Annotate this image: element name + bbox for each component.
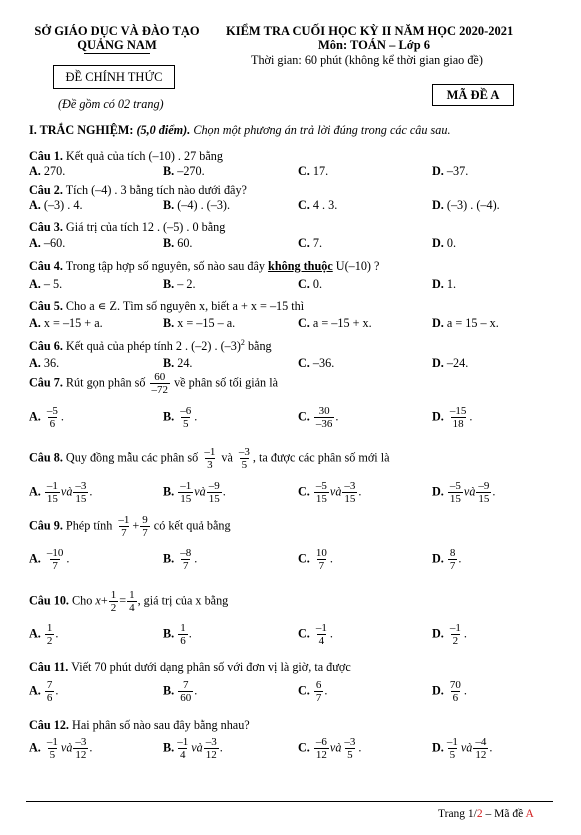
- section-points: (5,0 điểm).: [136, 123, 191, 137]
- question-5: Câu 5. Cho a ∊ Z. Tìm số nguyên x, biết a + x = –15 thì: [29, 299, 305, 313]
- q6-option-b[interactable]: B. 24.: [163, 356, 193, 370]
- dept-line-1: SỞ GIÁO DỤC VÀ ĐÀO TẠO: [34, 24, 200, 38]
- exam-code: MÃ ĐỀ A: [446, 88, 500, 102]
- q9-option-a[interactable]: A. $\frac{-10}{7}$ .: [29, 547, 70, 572]
- q12-option-b[interactable]: B. $\frac{-1}{4}$ và $\frac{-3}{12}$ .: [163, 736, 223, 761]
- pages-note: (Đề gồm có 02 trang): [58, 97, 164, 111]
- q3-option-d[interactable]: D. 0.: [432, 236, 457, 250]
- q2-option-d[interactable]: D. (–3) . (–4).: [432, 198, 500, 212]
- q6-option-d[interactable]: D. –24.: [432, 356, 469, 370]
- q12-option-d[interactable]: D. $\frac{-1}{5}$ và $\frac{-4}{12}$ .: [432, 736, 493, 761]
- q9-option-b[interactable]: B. $\frac{-8}{7}$ .: [163, 547, 198, 572]
- q5-option-d[interactable]: D. a = 15 – x.: [432, 316, 499, 330]
- q6-option-a[interactable]: A. 36.: [29, 356, 60, 370]
- q6-option-c[interactable]: C. –36.: [298, 356, 335, 370]
- q5-option-a[interactable]: A. x = –15 + a.: [29, 316, 103, 330]
- question-9: Câu 9. Phép tính $\frac{-1}{7}$ + $\frac{9}{7}$ có kết quả bằng: [29, 514, 231, 539]
- q1-option-d[interactable]: D. –37.: [432, 164, 469, 178]
- q9-option-d[interactable]: D. $\frac{8}{7}$ .: [432, 547, 462, 572]
- section-heading: I. TRẮC NGHIỆM:: [29, 123, 134, 137]
- section-title: [29, 123, 451, 138]
- q12-option-c[interactable]: C. $\frac{-6}{12}$ và $\frac{-3}{5}$ .: [298, 736, 362, 761]
- dept-underline: [84, 53, 150, 54]
- q10-option-a[interactable]: A. $\frac{1}{2}$ .: [29, 622, 59, 647]
- question-4: Câu 4. Trong tập hợp số nguyên, số nào sau đây không thuộc U(–10) ?: [29, 259, 380, 273]
- q5-option-c[interactable]: C. a = –15 + x.: [298, 316, 372, 330]
- q4-option-c[interactable]: C. 0.: [298, 277, 323, 291]
- q4-option-b[interactable]: B. – 2.: [163, 277, 196, 291]
- q1-option-c[interactable]: C. 17.: [298, 164, 329, 178]
- q11-option-a[interactable]: A. $\frac{7}{6}$ .: [29, 679, 59, 704]
- q3-option-a[interactable]: A. –60.: [29, 236, 66, 250]
- q8-option-d[interactable]: D. $\frac{-5}{15}$ và $\frac{-9}{15}$ .: [432, 480, 496, 505]
- question-7: Câu 7. Rút gọn phân số $\frac{60}{-72}$ về phân số tối giản là: [29, 371, 278, 396]
- footer-rule: [26, 801, 553, 802]
- not-belong-emphasis: không thuộc: [268, 259, 333, 273]
- q8-option-c[interactable]: C. $\frac{-5}{15}$ và $\frac{-3}{15}$ .: [298, 480, 362, 505]
- question-text: Kết quả của tích (–10) . 27 bằng: [65, 149, 223, 163]
- q2-option-b[interactable]: B. (–4) . (–3).: [163, 198, 231, 212]
- official-label: ĐỀ CHÍNH THỨC: [65, 70, 163, 84]
- q1-option-a[interactable]: A. 270.: [29, 164, 66, 178]
- q4-option-a[interactable]: A. – 5.: [29, 277, 63, 291]
- question-2: Câu 2. Tích (–4) . 3 bằng tích nào dưới đây?: [29, 183, 247, 197]
- q12-option-a[interactable]: A. $\frac{-1}{5}$ và $\frac{-3}{12}$ .: [29, 736, 93, 761]
- question-6: Câu 6. Kết quả của phép tính 2 . (–2) . $(-3)^2$ bằng: [29, 338, 272, 354]
- q11-option-c[interactable]: C. $\frac{6}{7}$ .: [298, 679, 328, 704]
- q11-option-b[interactable]: B. $\frac{7}{60}$ .: [163, 679, 198, 704]
- subject: Môn: TOÁN – Lớp 6: [318, 38, 431, 52]
- q7-option-a[interactable]: A. $\frac{-5}{6}$ .: [29, 405, 64, 430]
- q3-option-c[interactable]: C. 7.: [298, 236, 323, 250]
- question-11: Câu 11. Viết 70 phút dưới dạng phân số với đơn vị là giờ, ta được: [29, 660, 351, 674]
- q4-option-d[interactable]: D. 1.: [432, 277, 457, 291]
- official-box: [53, 65, 175, 89]
- page-footer: Trang 1/2 – Mã đề A: [438, 808, 534, 820]
- q2-option-c[interactable]: C. 4 . 3.: [298, 198, 338, 212]
- q1-option-b[interactable]: B. –270.: [163, 164, 205, 178]
- question-12: Câu 12. Hai phân số nào sau đây bằng nhau?: [29, 718, 250, 732]
- exam-title: KIỂM TRA CUỐI HỌC KỲ II NĂM HỌC 2020-2021: [226, 24, 514, 38]
- q3-option-b[interactable]: B. 60.: [163, 236, 193, 250]
- q8-option-b[interactable]: B. $\frac{-1}{15}$ và $\frac{-9}{15}$ .: [163, 480, 226, 505]
- q10-option-b[interactable]: B. $\frac{1}{6}$ .: [163, 622, 192, 647]
- q9-option-c[interactable]: C. $\frac{10}{7}$ .: [298, 547, 333, 572]
- q7-option-b[interactable]: B. $\frac{-6}{5}$ .: [163, 405, 198, 430]
- dept-line-2: QUẢNG NAM: [77, 38, 157, 52]
- question-10: Câu 10. Cho x+ $\frac{1}{2}$ = $\frac{1}{4}$ , giá trị của x bằng: [29, 589, 229, 614]
- q11-option-d[interactable]: D. $\frac{70}{6}$ .: [432, 679, 467, 704]
- q2-option-a[interactable]: A. (–3) . 4.: [29, 198, 83, 212]
- section-instruction: Chọn một phương án trả lời đúng trong các câu sau.: [193, 123, 451, 137]
- question-8: Câu 8. Quy đồng mẫu các phân số $\frac{-1}{3}$ và $\frac{-3}{5}$ , ta được các phân số mới là: [29, 446, 390, 471]
- q7-option-c[interactable]: C. $\frac{30}{-36}$ .: [298, 405, 339, 430]
- q8-option-a[interactable]: A. $\frac{-1}{15}$ và $\frac{-3}{15}$ .: [29, 480, 93, 505]
- exam-time: Thời gian: 60 phút (không kể thời gian giao đề): [251, 53, 483, 67]
- q10-option-c[interactable]: C. $\frac{-1}{4}$ .: [298, 622, 333, 647]
- q7-option-d[interactable]: D. $\frac{-15}{18}$ .: [432, 405, 473, 430]
- q5-option-b[interactable]: B. x = –15 – a.: [163, 316, 236, 330]
- exam-code-box: [432, 84, 514, 106]
- question-label: Câu 1.: [29, 149, 63, 163]
- q10-option-d[interactable]: D. $\frac{-1}{2}$ .: [432, 622, 467, 647]
- question-3: Câu 3. Giá trị của tích 12 . (–5) . 0 bằng: [29, 220, 226, 234]
- question-1: [29, 149, 223, 164]
